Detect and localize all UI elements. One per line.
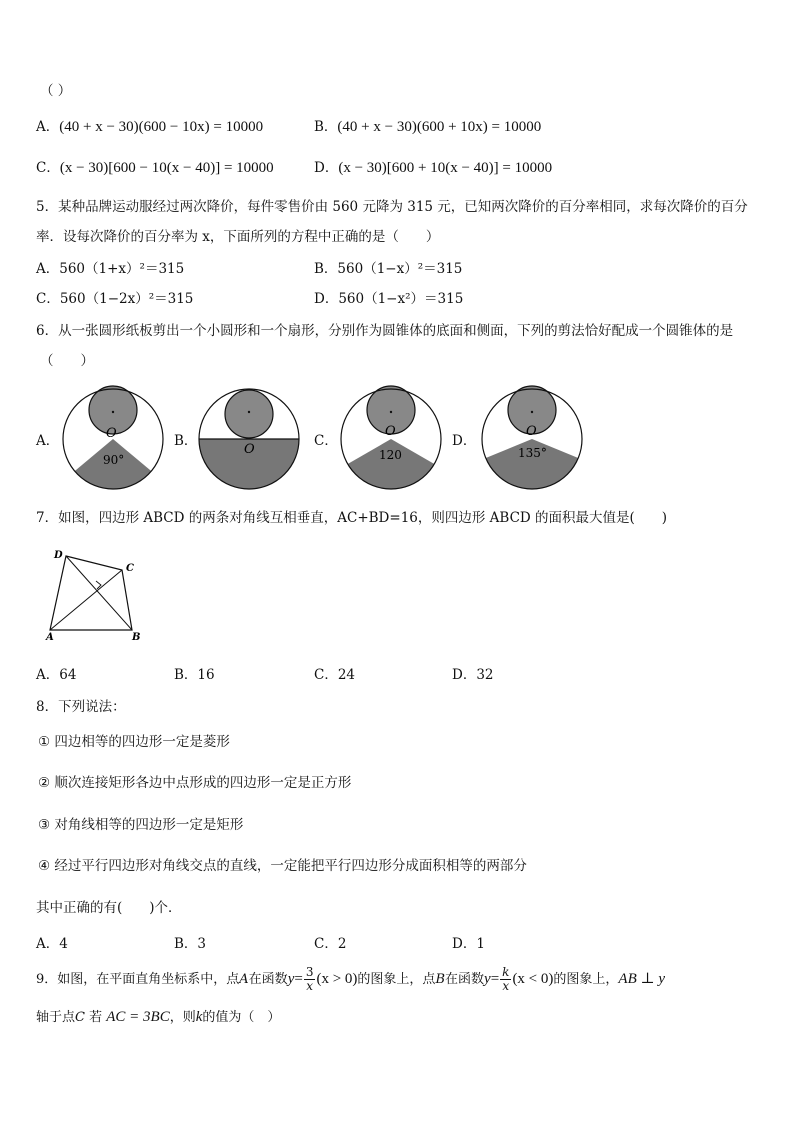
option-label: B． [314,261,338,277]
denominator: x [306,979,314,993]
q6-option-c-label: C． [314,433,338,449]
option-text: 3 [197,936,207,952]
q9-text: 在函数 [445,972,485,987]
domain-condition: (x > 0) [316,971,358,987]
option-label: C． [36,291,60,307]
q5-stem-line2: 率．设每次降价的百分率为 x，下面所列的方程中正确的是（ ） [36,229,440,245]
q4-answer-bracket: （ ） [40,83,72,99]
option-label: D． [314,160,339,176]
center-dot [248,411,250,413]
small-circle [225,390,273,438]
option-text: 2 [337,936,347,952]
domain-condition: (x < 0) [512,971,554,987]
angle-label: 135° [518,446,547,460]
var-y: y [287,971,295,987]
var-y: y [484,971,491,987]
point-c: C [75,1010,85,1025]
vertex-label-a: A [46,632,54,643]
center-label: O [385,424,396,439]
option-text: 560（1−x²）＝315 [338,291,464,307]
q7-option-c [314,666,355,684]
q6-option-d-label: D． [452,433,477,449]
angle-label: 120 [379,448,402,462]
option-label: A． [36,936,60,952]
q9-text: ，则 [169,1010,196,1025]
center-label: O [106,426,117,441]
option-text: 32 [476,667,494,683]
q6-stem-line2: （ ） [40,353,94,369]
option-label: A． [36,261,60,277]
diagonal-bd [66,556,132,630]
q5-option-c [36,290,193,308]
q4-option-c [36,159,274,177]
q5-option-a [36,260,184,278]
q7-option-b [174,666,215,684]
option-label: B． [174,936,198,952]
option-text: 560（1−x）²＝315 [337,261,463,277]
q4-option-d [314,159,552,177]
fraction-3-over-x [304,966,316,993]
q5-option-d [314,290,463,308]
option-text: 4 [59,936,68,952]
option-label: D． [314,291,339,307]
q8-statement-3: ③ 对角线相等的四边形一定是矩形 [38,817,244,833]
q9-text: 轴于点 [36,1010,76,1025]
vertex-label-d: D [54,550,63,561]
option-expression: (x − 30)[600 + 10(x − 40)] = 10000 [338,160,553,176]
option-text: 24 [337,667,356,683]
q9-text: 在函数 [248,972,288,987]
q8-question: 其中正确的有( )个． [36,900,182,916]
option-text: 560（1+x）²＝315 [59,261,185,277]
q8-option-c [314,935,346,953]
q5-option-b [314,260,462,278]
point-b: B [435,972,445,987]
q8-option-b [174,935,206,953]
q6-option-b-label: B． [174,433,198,449]
q8-stem: 8．下列说法： [36,699,126,715]
q8-option-a [36,935,68,953]
q9-text: 的值为（ ） [202,1010,281,1025]
equals-sign: = [294,971,303,987]
q9-text: 9．如图，在平面直角坐标系中，点 [36,972,240,987]
center-dot [531,411,533,413]
fraction-k-over-x [500,966,511,993]
option-label: D． [452,936,477,952]
option-text: 16 [197,667,215,683]
center-dot [390,411,392,413]
q7-quadrilateral-figure [44,548,154,643]
option-label: B． [314,119,338,135]
option-label: D． [452,667,477,683]
var-k: k [195,1009,203,1025]
q4-option-a [36,118,263,136]
option-label: B． [174,667,198,683]
q6-figure-d [482,387,582,491]
option-label: C． [314,667,338,683]
q8-option-d [452,935,485,953]
quadrilateral-abcd [50,556,132,630]
option-text: 64 [59,667,77,683]
q6-figure-a [63,387,163,491]
center-label: O [244,442,255,457]
option-label: A． [36,667,60,683]
ratio-condition: AC = 3BC [106,1009,170,1025]
option-text: 1 [476,936,485,952]
q6-option-a-label: A． [36,433,60,449]
q7-stem: 7．如图，四边形 ABCD 的两条对角线互相垂直，AC+BD=16，则四边形 ABCD 的面积最大值是( ) [36,510,668,526]
q7-option-d [452,666,494,684]
sector-shape [348,439,435,489]
vertex-label-c: C [126,563,134,574]
q6-figure-b [199,387,299,491]
angle-label: 90° [103,453,125,467]
point-a: A [239,972,249,987]
numerator: 3 [305,965,314,979]
q8-statement-4: ④ 经过平行四边形对角线交点的直线，一定能把平行四边形分成面积相等的两部分 [38,858,527,874]
q9-stem-line1 [36,964,665,995]
q8-statement-1: ① 四边相等的四边形一定是菱形 [38,734,230,750]
option-label: C． [314,936,338,952]
q9-text: 若 [89,1010,103,1025]
q6-stem-line1: 6．从一张圆形纸板剪出一个小圆形和一个扇形，分别作为圆锥体的底面和侧面，下列的剪法恰好配成一个圆锥体的是 [36,323,734,339]
q9-text: 的图象上，点 [357,972,436,987]
option-label: C． [36,160,60,176]
option-label: A． [36,119,60,135]
option-expression: (40 + x − 30)(600 + 10x) = 10000 [337,119,542,135]
option-text: 560（1−2x）²＝315 [59,291,194,307]
perpendicular-condition: AB ⊥ y [618,971,665,987]
numerator: k [502,965,510,979]
q5-stem-line1: 5．某种品牌运动服经过两次降价，每件零售价由 560 元降为 315 元，已知两次降价的百分率相同，求每次降价的百分 [36,199,748,215]
denominator: x [502,979,510,993]
q9-text: 的图象上， [553,972,619,987]
q4-option-b [314,118,541,136]
option-expression: (40 + x − 30)(600 − 10x) = 10000 [59,119,264,135]
option-expression: (x − 30)[600 − 10(x − 40)] = 10000 [59,160,274,176]
center-dot [112,411,114,413]
vertex-label-b: B [132,632,141,643]
q9-stem-line2 [36,1008,280,1027]
center-label: O [526,424,537,439]
q6-figure-c [341,387,441,491]
q7-option-a [36,666,76,684]
equals-sign: = [490,971,500,987]
q8-statement-2: ② 顺次连接矩形各边中点形成的四边形一定是正方形 [38,775,352,791]
